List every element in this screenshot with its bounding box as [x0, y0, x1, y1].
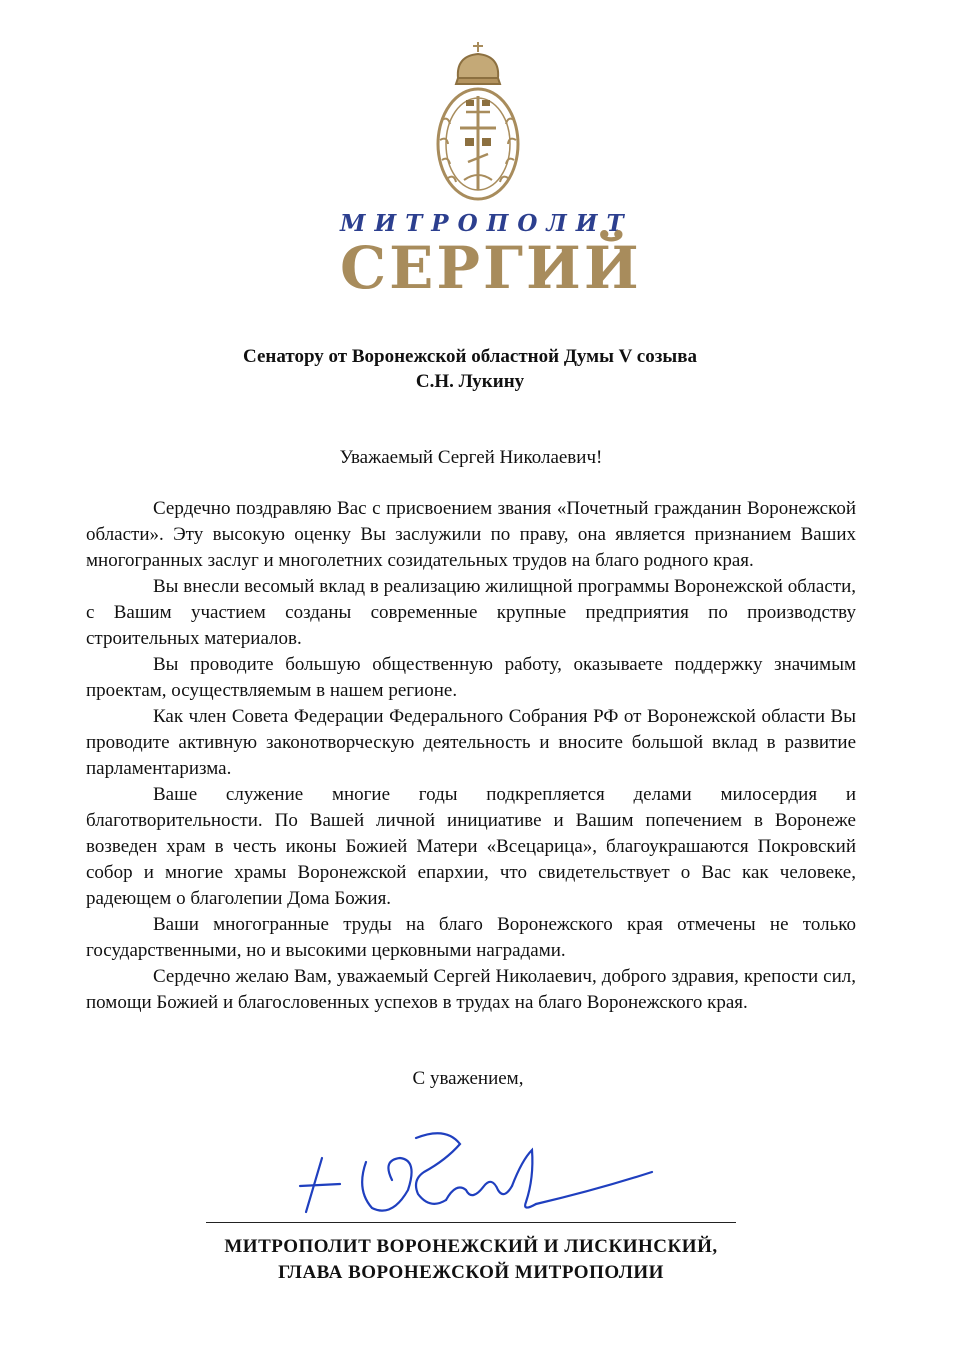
- metropolitan-emblem-icon: [428, 40, 528, 208]
- handwritten-signature-icon: [296, 1120, 666, 1230]
- addressee-line-2: С.Н. Лукину: [415, 371, 525, 392]
- signer-line-2: ГЛАВА ВОРОНЕЖСКОЙ МИТРОПОЛИИ: [278, 1262, 664, 1283]
- paragraph: Ваше служение многие годы подкрепляется делами милосердия и благотворительности. По Вашей личной инициативе и Вашим попечением в Воронеже возведен храм в честь иконы Божией Матери «Всецарица», благоукрашаются Покровский собор и многие храмы Воронежской епархии, что свидетельствует о Вас как человеке, радеющем о благолепии Дома Божия.: [86, 784, 856, 909]
- paragraph: Вы проводите большую общественную работу, оказываете поддержку значимым проектам, осуществляемым в нашем регионе.: [86, 654, 856, 701]
- letterhead-name: СЕРГИЙ: [340, 234, 642, 302]
- closing-phrase: С уважением,: [412, 1068, 524, 1089]
- paragraph: Вы внесли весомый вклад в реализацию жилищной программы Воронежской области, с Вашим участием созданы современные крупные предприятия по производству строительных материалов.: [86, 576, 856, 649]
- letterhead-title: МИТРОПОЛИТ: [340, 210, 633, 237]
- salutation: Уважаемый Сергей Николаевич!: [339, 447, 603, 468]
- addressee-block: [0, 344, 940, 394]
- paragraph: Сердечно поздравляю Вас с присвоением звания «Почетный гражданин Воронежской области». Эту высокую оценку Вы заслужили по праву, она является признанием Ваших многогранных заслуг и многолетних созидательных трудов на благо родного края.: [86, 498, 856, 571]
- letter-body: [86, 496, 856, 1016]
- paragraph: Ваши многогранные труды на благо Воронежского края отмечены не только государственными, но и высокими церковными наградами.: [86, 914, 856, 961]
- signer-line-1: МИТРОПОЛИТ ВОРОНЕЖСКИЙ И ЛИСКИНСКИЙ,: [224, 1236, 718, 1257]
- addressee-line-1: Сенатору от Воронежской областной Думы V созыва: [243, 346, 697, 367]
- paragraph: Сердечно желаю Вам, уважаемый Сергей Николаевич, доброго здравия, крепости сил, помощи Божией и благословенных успехов в трудах на благо Воронежского края.: [86, 966, 856, 1013]
- signer-block: [0, 1234, 942, 1286]
- paragraph: Как член Совета Федерации Федерального Собрания РФ от Воронежской области Вы проводите активную законотворческую деятельность и вносите большой вклад в развитие парламентаризма.: [86, 706, 856, 779]
- signature-line: [206, 1222, 736, 1223]
